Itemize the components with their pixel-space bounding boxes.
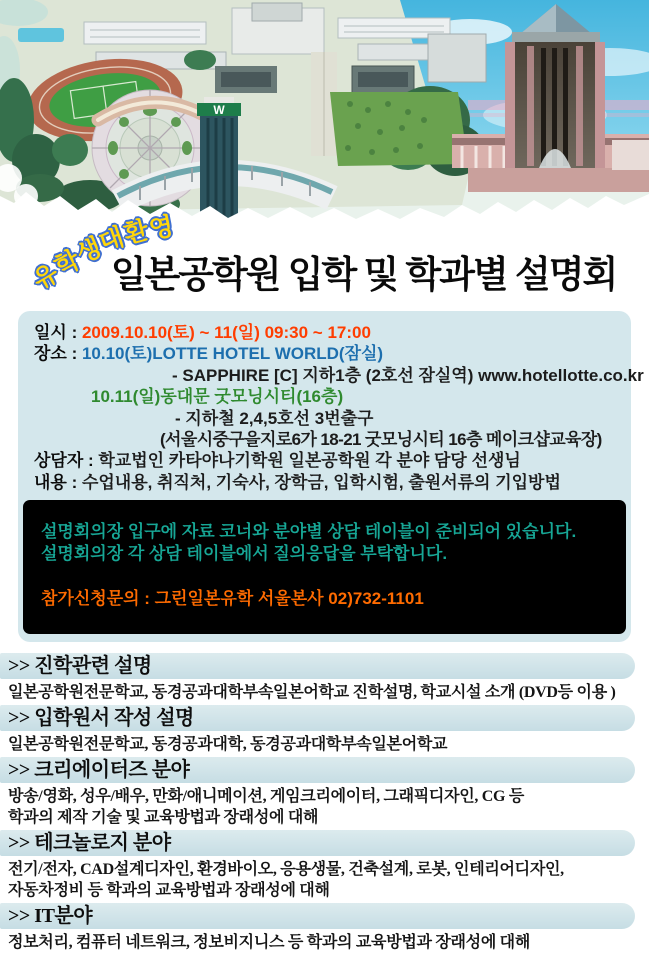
section-header: >> IT분야 [0,903,635,929]
info-line-place2-address: (서울시중구을지로6가 18-21 굿모닝시티 16층 메이크샵교육장) [160,430,602,450]
torn-blob [14,184,38,208]
section-text: 일본공학원전문학교, 동경공과대학부속일본어학교 진학설명, 학교시설 소개 (DVD등 이용 ) [8,683,616,701]
welcome-badge: 유학생대환영 [28,212,177,296]
section-text: 전기/전자, CAD설계디자인, 환경바이오, 응용생물, 건축설계, 로봇, 인테리어디자인, [8,860,564,878]
info-line-contents: 내용 : 수업내용, 취직처, 기숙사, 장학금, 입학시험, 출원서류의 기입방법 [34,472,561,492]
section-text: 방송/영화, 성우/배우, 만화/애니메이션, 게임크리에이터, 그래픽디자인, CG 등 [8,787,525,805]
section-text: 정보처리, 컴퓨터 네트워크, 정보비지니스 등 학과의 교육방법과 장래성에 대해 [8,933,530,951]
campus-aerial-photo [0,0,649,228]
section-header: >> 진학관련 설명 [0,653,635,679]
info-line-datetime: 일시 : 2009.10.10(토) ~ 11(일) 09:30 ~ 17:00 [34,323,371,342]
section-admission-info [0,653,649,703]
notice-box [23,500,626,634]
section-it [0,903,649,953]
info-line-place2-subway: - 지하철 2,4,5호선 3번출구 [175,408,374,428]
section-header: >> 입학원서 작성 설명 [0,705,635,731]
info-line-counselor: 상담자 : 학교법인 카타야나기학원 일본공학원 각 분야 담당 선생님 [34,451,521,471]
info-line-place2: 10.11(일)동대문 굿모닝시티(16층) [91,387,344,407]
section-text: 학과의 제작 기술 및 교육방법과 장래성에 대해 [8,808,319,826]
info-line-place1-detail: - SAPPHIRE [C] 지하1층 (2호선 잠실역) www.hotellotte.co.kr [172,365,644,385]
section-technology [0,830,649,901]
section-creators [0,757,649,828]
event-info-lines [23,320,644,500]
title-row [0,212,649,308]
notice-line: 설명회의장 각 상담 테이블에서 질의응답을 부탁합니다. [41,543,448,563]
section-text: 자동차정비 등 학과의 교육방법과 장래성에 대해 [8,881,330,899]
section-text: 일본공학원전문학교, 동경공과대학, 동경공과대학부속일본어학교 [8,735,448,753]
section-header: >> 테크놀로지 분야 [0,830,635,856]
notice-line: 설명회의장 입구에 자료 코너와 분야별 상담 테이블이 준비되어 있습니다. [41,522,577,542]
section-application-form [0,705,649,755]
section-list [0,653,649,953]
pool [18,28,64,42]
section-header: >> 크리에이터즈 분야 [0,757,635,783]
contact-line: 참가신청문의 : 그린일본유학 서울본사 02)732-1101 [41,589,424,609]
page-title: 일본공학원 입학 및 학과별 설명회 [110,254,617,295]
tower-logo: W [213,103,225,117]
central-tower [197,97,241,224]
info-line-place1: 장소 : 10.10(토)LOTTE HOTEL WORLD(잠실) [34,344,384,364]
event-info-panel [18,311,644,642]
